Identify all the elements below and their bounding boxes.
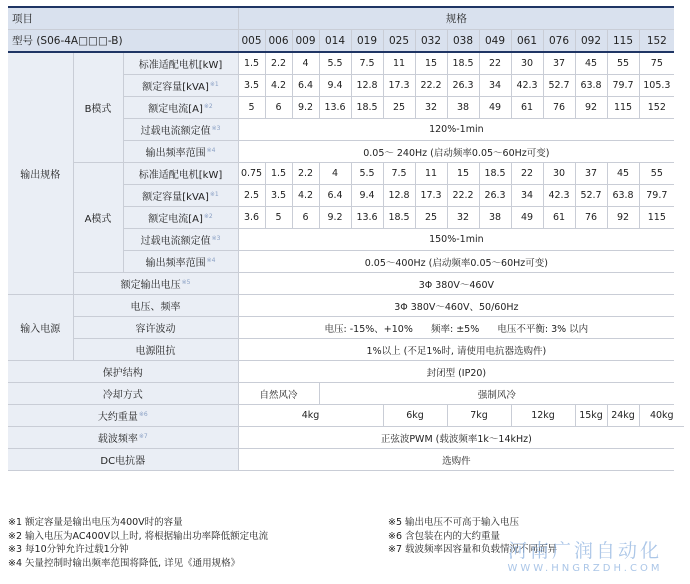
a-capacity-label-text: 额定容量[kVA] <box>142 192 209 203</box>
a-freq-value: 0.05～400Hz (启动频率0.05～60Hz可变) <box>238 251 674 273</box>
protection-value: 封闭型 (IP20) <box>238 361 674 383</box>
b-motor-cell: 7.5 <box>351 52 383 75</box>
note-mark: ※4 <box>206 146 216 154</box>
weight-cell: 24kg <box>607 405 639 427</box>
a-current-cell: 61 <box>543 207 575 229</box>
note-mark: ※5 <box>181 278 191 286</box>
b-freq-value: 0.05～ 240Hz (启动频率0.05～60Hz可变) <box>238 141 674 163</box>
b-motor-cell: 5.5 <box>319 52 351 75</box>
a-motor-cell: 22 <box>511 163 543 185</box>
a-motor-label: 标准适配电机[kW] <box>123 163 238 185</box>
a-motor-cell: 18.5 <box>479 163 511 185</box>
model-cell: 014 <box>319 30 351 53</box>
a-capacity-label <box>123 185 238 207</box>
a-current-cell: 13.6 <box>351 207 383 229</box>
footnote: ※4 矢量控制时输出频率范围将降低, 详见《通用规格》 <box>8 557 241 569</box>
input-voltage-label: 电压、频率 <box>73 295 238 317</box>
b-overload-label-text: 过载电流额定值 <box>140 126 211 137</box>
a-current-cell: 25 <box>415 207 447 229</box>
a-motor-cell: 37 <box>575 163 607 185</box>
output-spec-group: 输出规格 <box>8 52 73 295</box>
weight-cell: 15kg <box>575 405 607 427</box>
a-current-cell: 32 <box>447 207 479 229</box>
b-motor-cell: 1.5 <box>238 52 265 75</box>
b-current-label-text: 额定电流[A] <box>148 104 203 115</box>
b-current-cell: 61 <box>511 97 543 119</box>
input-power-group: 输入电源 <box>8 295 73 361</box>
b-current-cell: 9.2 <box>292 97 319 119</box>
a-capacity-cell: 6.4 <box>319 185 351 207</box>
b-current-cell: 49 <box>479 97 511 119</box>
fluctuation-value: 电压: -15%、+10% 频率: ±5% 电压不平衡: 3% 以内 <box>238 317 674 339</box>
a-capacity-cell: 2.5 <box>238 185 265 207</box>
b-capacity-cell: 34 <box>479 75 511 97</box>
watermark-url: WWW.HNGRZDH.COM <box>507 563 663 574</box>
carrier-value: 正弦波PWM (载波频率1k～14kHz) <box>238 427 674 449</box>
b-current-cell: 76 <box>543 97 575 119</box>
a-capacity-cell: 12.8 <box>383 185 415 207</box>
a-motor-cell: 5.5 <box>351 163 383 185</box>
b-capacity-cell: 22.2 <box>415 75 447 97</box>
a-current-cell: 9.2 <box>319 207 351 229</box>
a-current-label <box>123 207 238 229</box>
a-capacity-cell: 17.3 <box>415 185 447 207</box>
a-mode-label: A模式 <box>73 163 123 273</box>
fluctuation-label: 容许波动 <box>73 317 238 339</box>
note-mark: ※3 <box>211 234 221 242</box>
model-cell: 019 <box>351 30 383 53</box>
a-motor-cell: 11 <box>415 163 447 185</box>
protection-label: 保护结构 <box>8 361 238 383</box>
note-mark: ※4 <box>206 256 216 264</box>
b-motor-cell: 2.2 <box>265 52 292 75</box>
weight-label-text: 大约重量 <box>97 412 138 423</box>
watermark <box>490 536 680 574</box>
model-cell: 115 <box>607 30 639 53</box>
b-current-cell: 5 <box>238 97 265 119</box>
a-current-cell: 18.5 <box>383 207 415 229</box>
b-current-cell: 115 <box>607 97 639 119</box>
weight-cell: 40kg <box>639 405 684 427</box>
b-overload-value: 120%-1min <box>238 119 674 141</box>
spec-table <box>8 6 684 471</box>
footnote: ※5 输出电压不可高于输入电压 <box>388 517 520 528</box>
weight-cell: 4kg <box>238 405 383 427</box>
model-cell: 038 <box>447 30 479 53</box>
model-label: 型号 (S06-4A□□□-B) <box>8 30 238 53</box>
cooling-label: 冷却方式 <box>8 383 238 405</box>
b-capacity-cell: 17.3 <box>383 75 415 97</box>
a-motor-cell: 30 <box>543 163 575 185</box>
rated-voltage-label <box>73 273 238 295</box>
a-capacity-cell: 4.2 <box>292 185 319 207</box>
weight-cell: 7kg <box>447 405 511 427</box>
b-mode-label: B模式 <box>73 52 123 163</box>
note-mark: ※6 <box>138 410 148 418</box>
b-overload-label <box>123 119 238 141</box>
b-capacity-cell: 42.3 <box>511 75 543 97</box>
b-capacity-label <box>123 75 238 97</box>
a-capacity-cell: 42.3 <box>543 185 575 207</box>
a-current-cell: 115 <box>639 207 674 229</box>
a-current-cell: 49 <box>511 207 543 229</box>
a-motor-cell: 1.5 <box>265 163 292 185</box>
footnote: ※2 输入电压为AC400V以上时, 将根据输出功率降低额定电流 <box>8 530 269 542</box>
b-current-label <box>123 97 238 119</box>
carrier-label-text: 载波频率 <box>97 434 138 445</box>
b-capacity-cell: 4.2 <box>265 75 292 97</box>
a-motor-cell: 45 <box>607 163 639 185</box>
weight-cell: 12kg <box>511 405 575 427</box>
a-current-cell: 92 <box>607 207 639 229</box>
b-motor-cell: 11 <box>383 52 415 75</box>
model-cell: 092 <box>575 30 607 53</box>
a-motor-cell: 55 <box>639 163 674 185</box>
a-capacity-cell: 26.3 <box>479 185 511 207</box>
model-cell: 076 <box>543 30 575 53</box>
b-capacity-cell: 6.4 <box>292 75 319 97</box>
model-cell: 025 <box>383 30 415 53</box>
weight-cell: 6kg <box>383 405 447 427</box>
a-motor-cell: 15 <box>447 163 479 185</box>
a-capacity-cell: 63.8 <box>607 185 639 207</box>
b-current-cell: 18.5 <box>351 97 383 119</box>
b-motor-label: 标准适配电机[kW] <box>123 52 238 75</box>
rated-voltage-value: 3Φ 380V～460V <box>238 273 674 295</box>
a-motor-cell: 4 <box>319 163 351 185</box>
cooling-natural: 自然风冷 <box>238 383 319 405</box>
note-mark: ※7 <box>138 432 148 440</box>
rated-voltage-label-text: 额定输出电压 <box>120 280 181 291</box>
b-current-cell: 152 <box>639 97 674 119</box>
footnotes-left <box>8 516 268 570</box>
a-motor-cell: 2.2 <box>292 163 319 185</box>
footnote: ※6 含包装在内的大约重量 <box>388 530 501 542</box>
a-current-cell: 76 <box>575 207 607 229</box>
watermark-text: 河南广润自动化 <box>507 540 662 562</box>
a-capacity-cell: 34 <box>511 185 543 207</box>
reactor-label: 电源阻抗 <box>73 339 238 361</box>
a-current-cell: 6 <box>292 207 319 229</box>
model-cell: 009 <box>292 30 319 53</box>
b-capacity-label-text: 额定容量[kVA] <box>142 82 209 93</box>
weight-label <box>8 405 238 427</box>
b-capacity-cell: 9.4 <box>319 75 351 97</box>
b-capacity-cell: 52.7 <box>543 75 575 97</box>
a-capacity-cell: 79.7 <box>639 185 674 207</box>
b-motor-cell: 18.5 <box>447 52 479 75</box>
item-header: 项目 <box>8 7 238 30</box>
b-current-cell: 25 <box>383 97 415 119</box>
model-cell: 032 <box>415 30 447 53</box>
input-voltage-value: 3Φ 380V～460V、50/60Hz <box>238 295 674 317</box>
b-current-cell: 38 <box>447 97 479 119</box>
b-freq-label-text: 输出频率范围 <box>145 148 206 159</box>
a-current-cell: 5 <box>265 207 292 229</box>
b-freq-label <box>123 141 238 163</box>
b-motor-cell: 15 <box>415 52 447 75</box>
a-overload-label-text: 过载电流额定值 <box>140 236 211 247</box>
b-motor-cell: 22 <box>479 52 511 75</box>
b-motor-cell: 75 <box>639 52 674 75</box>
b-motor-cell: 55 <box>607 52 639 75</box>
carrier-label <box>8 427 238 449</box>
note-mark: ※3 <box>211 124 221 132</box>
model-cell: 152 <box>639 30 674 53</box>
a-current-cell: 3.6 <box>238 207 265 229</box>
dc-reactor-label: DC电抗器 <box>8 449 238 471</box>
b-motor-cell: 30 <box>511 52 543 75</box>
model-cell: 005 <box>238 30 265 53</box>
b-current-cell: 32 <box>415 97 447 119</box>
note-mark: ※1 <box>209 80 219 88</box>
a-capacity-cell: 3.5 <box>265 185 292 207</box>
b-capacity-cell: 79.7 <box>607 75 639 97</box>
b-current-cell: 6 <box>265 97 292 119</box>
footnote: ※1 额定容量是输出电压为400V时的容量 <box>8 517 183 528</box>
a-overload-label <box>123 229 238 251</box>
b-capacity-cell: 63.8 <box>575 75 607 97</box>
b-capacity-cell: 26.3 <box>447 75 479 97</box>
a-motor-cell: 7.5 <box>383 163 415 185</box>
a-current-cell: 38 <box>479 207 511 229</box>
a-motor-cell: 0.75 <box>238 163 265 185</box>
b-current-cell: 92 <box>575 97 607 119</box>
model-cell: 061 <box>511 30 543 53</box>
cooling-forced: 强制风冷 <box>319 383 674 405</box>
spec-header: 规格 <box>238 7 674 30</box>
note-mark: ※2 <box>203 212 213 220</box>
b-current-cell: 13.6 <box>319 97 351 119</box>
b-motor-cell: 45 <box>575 52 607 75</box>
b-motor-cell: 4 <box>292 52 319 75</box>
a-capacity-cell: 9.4 <box>351 185 383 207</box>
note-mark: ※1 <box>209 190 219 198</box>
reactor-value: 1%以上 (不足1%时, 请使用电抗器选购件) <box>238 339 674 361</box>
dc-reactor-value: 选购件 <box>238 449 674 471</box>
model-cell: 006 <box>265 30 292 53</box>
a-current-label-text: 额定电流[A] <box>148 214 203 225</box>
footnote: ※7 载波频率因容量和负载情况不同而异 <box>388 544 558 555</box>
b-capacity-cell: 12.8 <box>351 75 383 97</box>
b-capacity-cell: 105.3 <box>639 75 674 97</box>
b-capacity-cell: 3.5 <box>238 75 265 97</box>
b-motor-cell: 37 <box>543 52 575 75</box>
model-cell: 049 <box>479 30 511 53</box>
a-overload-value: 150%-1min <box>238 229 674 251</box>
a-freq-label-text: 输出频率范围 <box>145 258 206 269</box>
a-capacity-cell: 22.2 <box>447 185 479 207</box>
footnote: ※3 每10分钟允许过载1分钟 <box>8 544 129 555</box>
note-mark: ※2 <box>203 102 213 110</box>
a-capacity-cell: 52.7 <box>575 185 607 207</box>
a-freq-label <box>123 251 238 273</box>
